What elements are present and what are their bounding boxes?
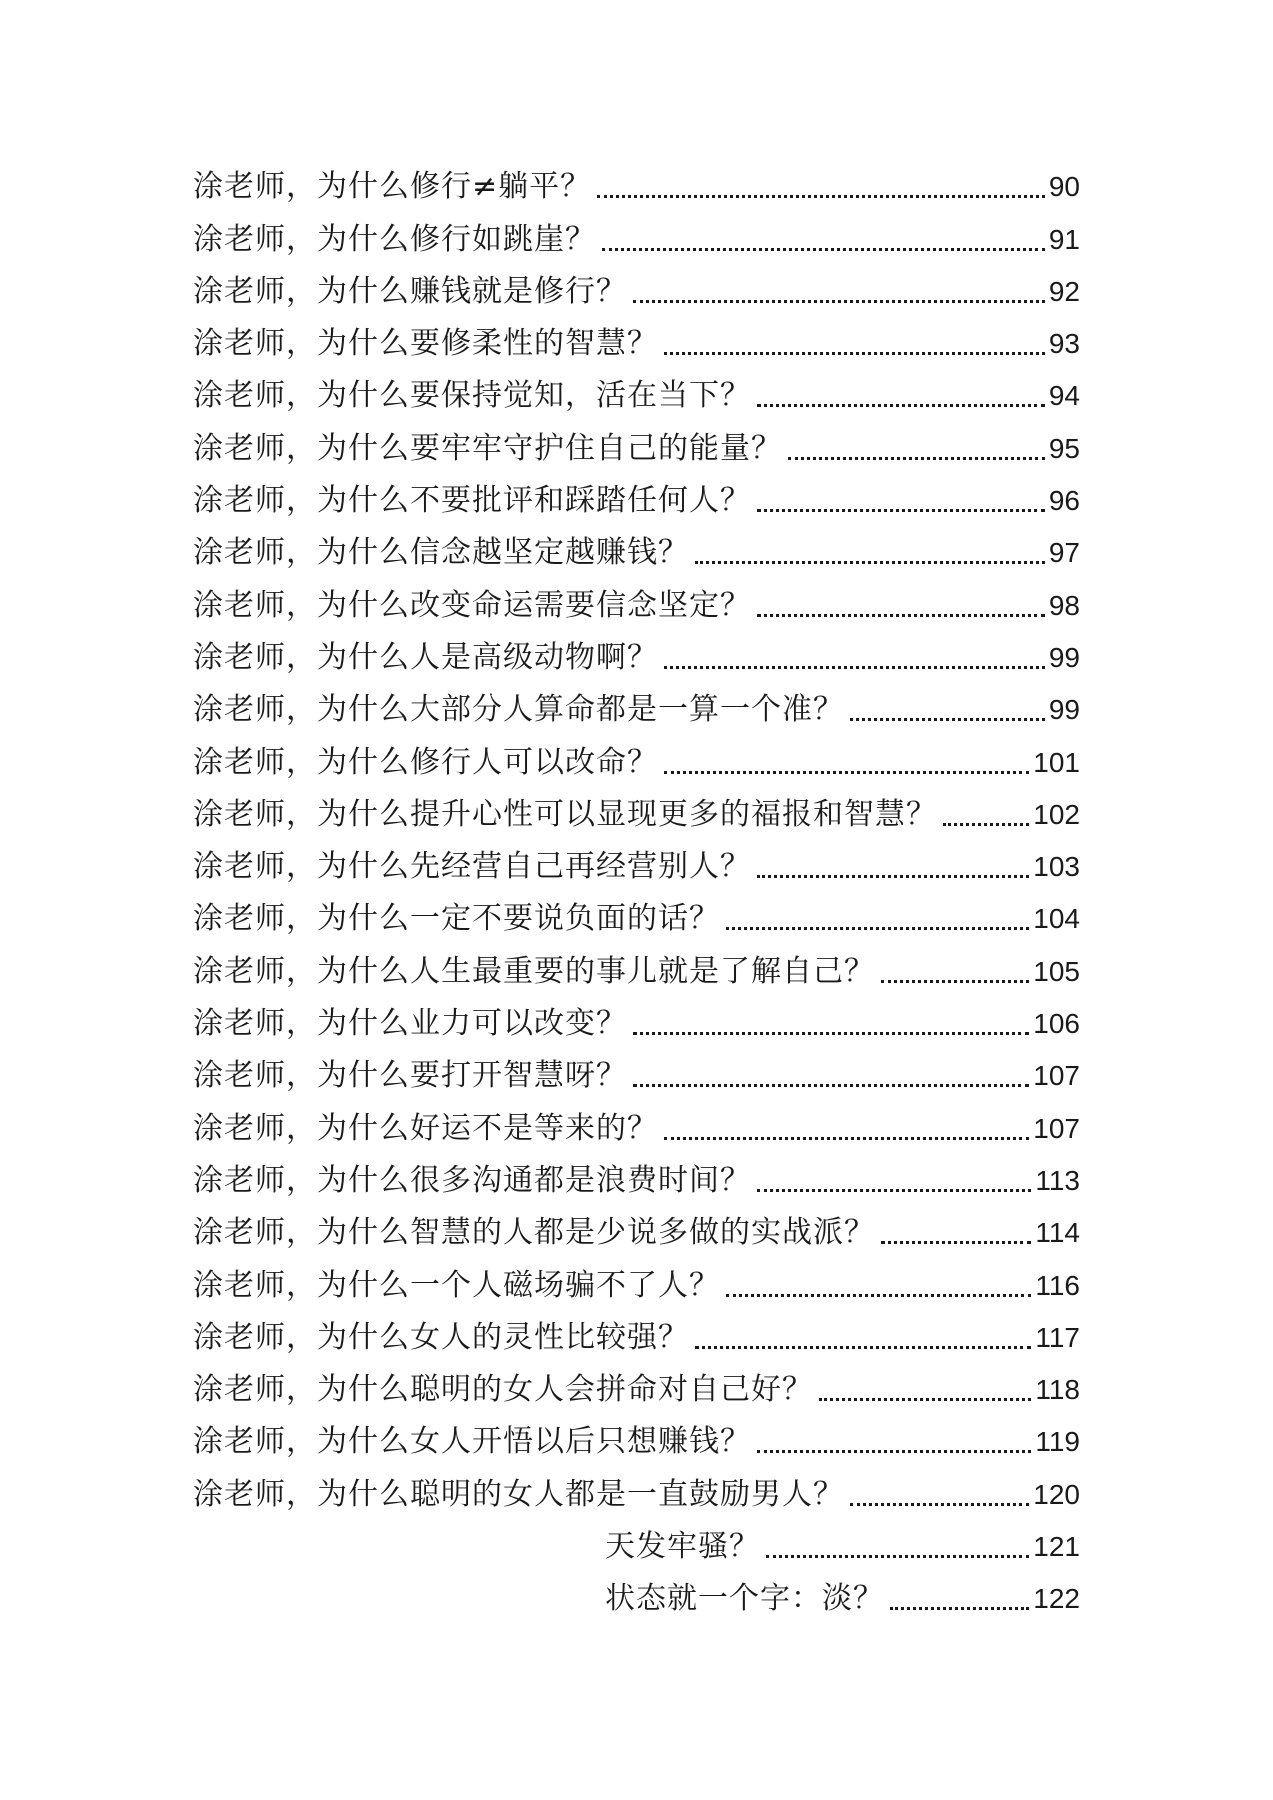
toc-entry[interactable] xyxy=(193,1149,1080,1201)
toc-entry[interactable] xyxy=(193,260,1080,312)
entry-title: 涂老师，为什么先经营自己再经营别人？ xyxy=(193,849,751,885)
dot-leader xyxy=(695,557,1045,564)
entry-title: 涂老师，为什么赚钱就是修行？ xyxy=(193,273,627,309)
dot-leader xyxy=(695,1342,1031,1349)
entry-title: 涂老师，为什么女人开悟以后只想赚钱？ xyxy=(193,1424,751,1460)
dot-leader xyxy=(757,1446,1031,1453)
entry-page-number: 90 xyxy=(1048,171,1080,203)
entry-title: 涂老师，为什么改变命运需要信念坚定？ xyxy=(193,587,751,623)
dot-leader xyxy=(597,191,1045,198)
entry-title: 涂老师，为什么大部分人算命都是一算一个准？ xyxy=(193,692,844,728)
dot-leader xyxy=(766,1551,1029,1558)
entry-title: 涂老师，为什么要打开智慧呀？ xyxy=(193,1058,627,1094)
entry-page-number: 92 xyxy=(1048,275,1080,307)
entry-page-number: 99 xyxy=(1048,641,1080,673)
entry-title: 涂老师，为什么提升心性可以显现更多的福报和智慧？ xyxy=(193,796,937,832)
entry-title: 状态就一个字：淡？ xyxy=(605,1581,884,1617)
entry-page-number: 91 xyxy=(1048,223,1080,255)
entry-title: 涂老师，为什么要修柔性的智慧？ xyxy=(193,326,658,362)
entry-page-number: 105 xyxy=(1033,955,1080,987)
entry-title: 涂老师，为什么业力可以改变？ xyxy=(193,1006,627,1042)
entry-page-number: 117 xyxy=(1035,1321,1080,1353)
toc-entry[interactable] xyxy=(193,783,1080,835)
entry-title: 涂老师，为什么要保持觉知，活在当下？ xyxy=(193,378,751,414)
toc-entry[interactable] xyxy=(193,730,1080,782)
toc-entry[interactable] xyxy=(193,521,1080,573)
entry-page-number: 120 xyxy=(1033,1478,1080,1510)
entry-title: 涂老师，为什么聪明的女人都是一直鼓励男人？ xyxy=(193,1476,844,1512)
dot-leader xyxy=(819,1394,1031,1401)
entry-page-number: 103 xyxy=(1033,851,1080,883)
dot-leader xyxy=(788,453,1045,460)
entry-page-number: 121 xyxy=(1033,1531,1080,1563)
entry-title: 涂老师，为什么很多沟通都是浪费时间？ xyxy=(193,1162,751,1198)
entry-page-number: 99 xyxy=(1048,694,1080,726)
entry-page-number: 107 xyxy=(1033,1060,1080,1092)
dot-leader xyxy=(850,1499,1029,1506)
dot-leader xyxy=(757,871,1029,878)
entry-title: 涂老师，为什么好运不是等来的？ xyxy=(193,1110,658,1146)
toc-entry[interactable] xyxy=(193,1515,1080,1567)
entry-title: 涂老师，为什么智慧的人都是少说多做的实战派？ xyxy=(193,1215,875,1251)
toc-entry[interactable] xyxy=(193,992,1080,1044)
table-of-contents xyxy=(193,155,1080,1619)
dot-leader xyxy=(890,1603,1029,1610)
dot-leader xyxy=(633,1028,1029,1035)
toc-entry[interactable] xyxy=(193,1410,1080,1462)
dot-leader xyxy=(757,400,1045,407)
dot-leader xyxy=(664,767,1029,774)
dot-leader xyxy=(757,505,1045,512)
entry-page-number: 102 xyxy=(1033,798,1080,830)
entry-page-number: 106 xyxy=(1033,1008,1080,1040)
entry-title: 涂老师，为什么不要批评和踩踏任何人？ xyxy=(193,483,751,519)
dot-leader xyxy=(664,348,1045,355)
toc-entry[interactable] xyxy=(193,416,1080,468)
toc-entry[interactable] xyxy=(193,1044,1080,1096)
toc-entry[interactable] xyxy=(193,1201,1080,1253)
entry-page-number: 96 xyxy=(1048,485,1080,517)
toc-entry[interactable] xyxy=(193,312,1080,364)
dot-leader xyxy=(633,296,1045,303)
toc-entry[interactable] xyxy=(193,1306,1080,1358)
toc-entry[interactable] xyxy=(193,155,1080,207)
toc-entry[interactable] xyxy=(193,1462,1080,1514)
entry-title: 涂老师，为什么人生最重要的事儿就是了解自己？ xyxy=(193,953,875,989)
entry-page-number: 94 xyxy=(1048,380,1080,412)
toc-entry[interactable] xyxy=(193,364,1080,416)
entry-title: 涂老师，为什么一个人磁场骗不了人？ xyxy=(193,1267,720,1303)
entry-page-number: 107 xyxy=(1033,1112,1080,1144)
entry-page-number: 119 xyxy=(1035,1426,1080,1458)
entry-title: 涂老师，为什么修行≠躺平？ xyxy=(193,169,592,205)
entry-page-number: 101 xyxy=(1033,746,1080,778)
entry-title: 涂老师，为什么人是高级动物啊？ xyxy=(193,639,658,675)
entry-page-number: 95 xyxy=(1048,432,1080,464)
toc-entry[interactable] xyxy=(193,573,1080,625)
entry-title: 涂老师，为什么信念越坚定越赚钱？ xyxy=(193,535,689,571)
entry-page-number: 97 xyxy=(1048,537,1080,569)
entry-title: 涂老师，为什么聪明的女人会拼命对自己好？ xyxy=(193,1372,813,1408)
dot-leader xyxy=(881,1237,1031,1244)
dot-leader xyxy=(726,923,1029,930)
toc-entry[interactable] xyxy=(193,887,1080,939)
entry-title: 涂老师，为什么女人的灵性比较强？ xyxy=(193,1319,689,1355)
toc-entry[interactable] xyxy=(193,469,1080,521)
entry-title: 天发牢骚？ xyxy=(605,1529,760,1565)
toc-entry[interactable] xyxy=(193,939,1080,991)
entry-title: 涂老师，为什么一定不要说负面的话？ xyxy=(193,901,720,937)
entry-page-number: 122 xyxy=(1033,1583,1080,1615)
toc-entry[interactable] xyxy=(193,626,1080,678)
dot-leader xyxy=(664,662,1045,669)
dot-leader xyxy=(664,1133,1029,1140)
dot-leader xyxy=(602,244,1045,251)
entry-page-number: 113 xyxy=(1035,1164,1080,1196)
toc-entry[interactable] xyxy=(193,1358,1080,1410)
dot-leader xyxy=(757,610,1045,617)
dot-leader xyxy=(881,976,1029,983)
toc-entry[interactable] xyxy=(193,835,1080,887)
entry-page-number: 93 xyxy=(1048,328,1080,360)
dot-leader xyxy=(943,819,1029,826)
entry-title: 涂老师，为什么要牢牢守护住自己的能量？ xyxy=(193,430,782,466)
dot-leader xyxy=(850,714,1045,721)
entry-title: 涂老师，为什么修行人可以改命？ xyxy=(193,744,658,780)
toc-entry[interactable] xyxy=(193,1567,1080,1619)
entry-page-number: 104 xyxy=(1033,903,1080,935)
entry-page-number: 118 xyxy=(1035,1374,1080,1406)
entry-title: 涂老师，为什么修行如跳崖？ xyxy=(193,221,596,257)
dot-leader xyxy=(726,1290,1031,1297)
entry-page-number: 116 xyxy=(1035,1269,1080,1301)
dot-leader xyxy=(633,1080,1029,1087)
entry-page-number: 98 xyxy=(1048,589,1080,621)
toc-entry[interactable] xyxy=(193,207,1080,259)
toc-entry[interactable] xyxy=(193,1253,1080,1305)
toc-entry[interactable] xyxy=(193,1096,1080,1148)
dot-leader xyxy=(757,1185,1031,1192)
toc-entry[interactable] xyxy=(193,678,1080,730)
entry-page-number: 114 xyxy=(1035,1217,1080,1249)
